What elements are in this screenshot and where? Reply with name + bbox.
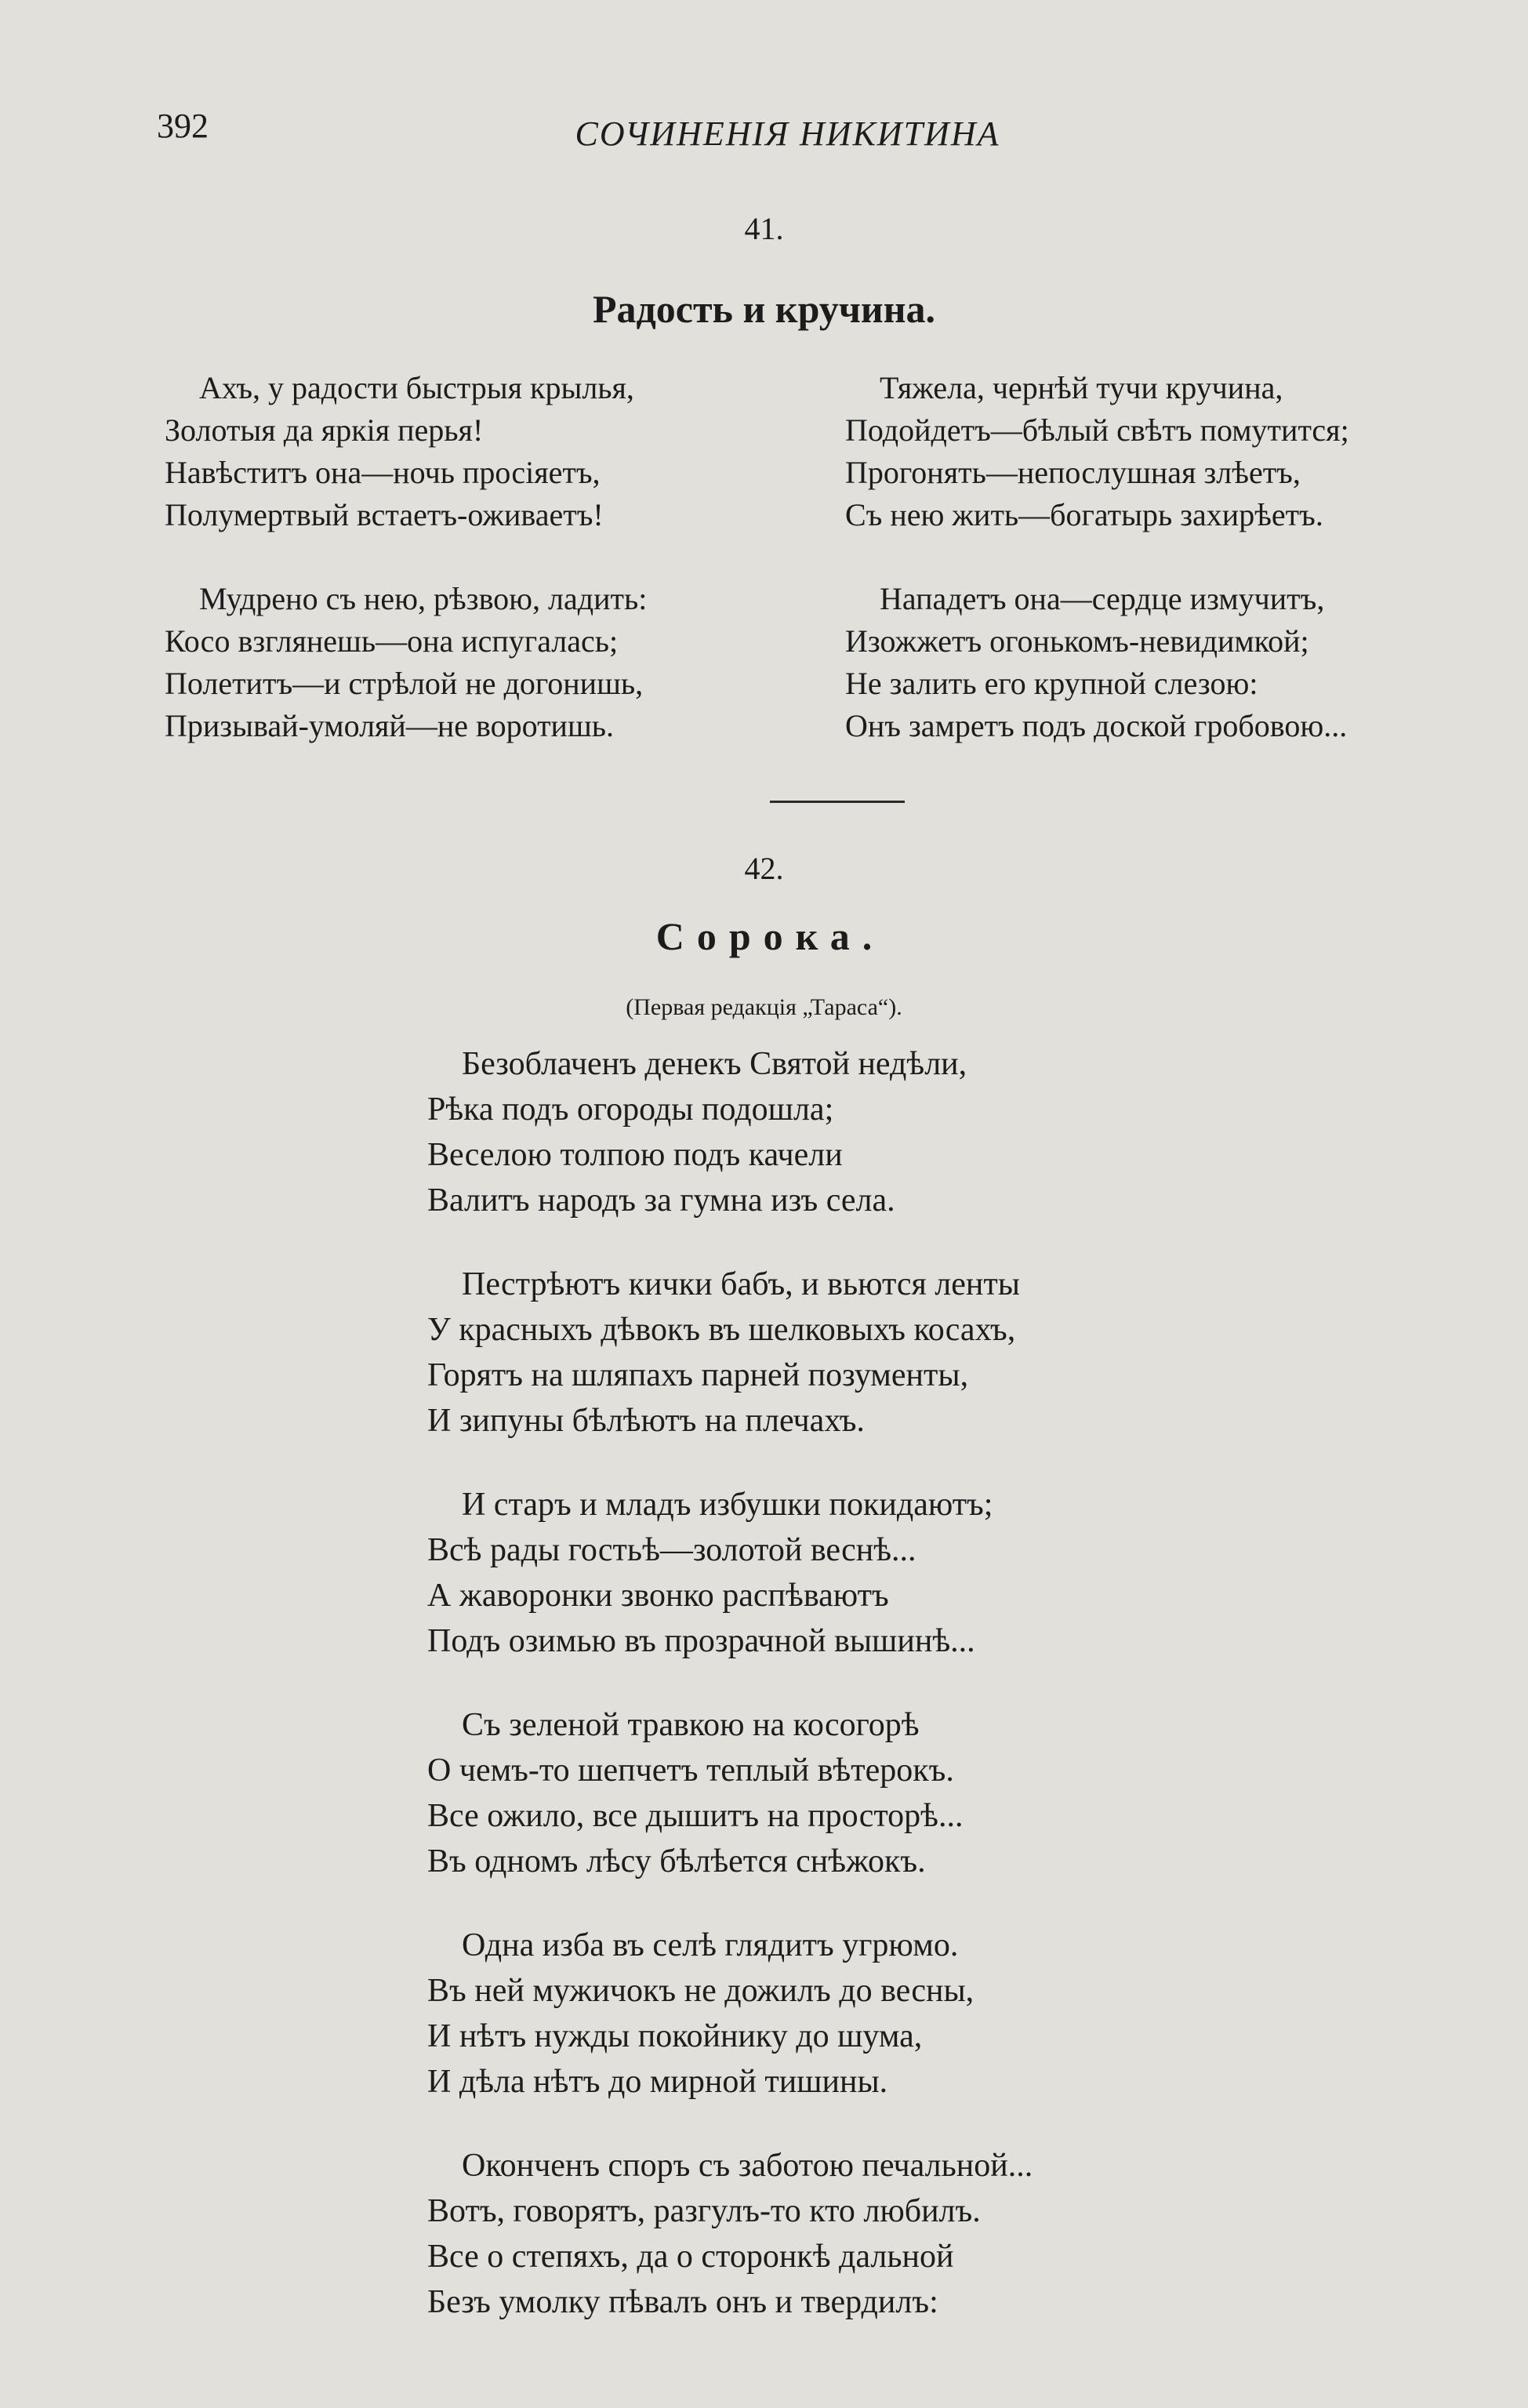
verse-line: Ахъ, у радости быстрыя крылья, — [199, 370, 634, 405]
poem-42-title: Сорока. — [655, 914, 885, 958]
stanza — [427, 2143, 1033, 2325]
stanza — [427, 1041, 1033, 1223]
verse-line: Полумертвый встаетъ-оживаетъ! — [165, 497, 604, 532]
verse-line: Пестрѣютъ кички бабъ, и вьются ленты — [462, 1266, 1020, 1302]
stanza — [845, 367, 1349, 536]
verse-line: А жаворонки звонко распѣваютъ — [427, 1578, 889, 1614]
verse-line: Подойдетъ—бѣлый свѣтъ помутится; — [845, 412, 1349, 448]
verse-line: Навѣститъ она—ночь просіяетъ, — [165, 455, 601, 490]
running-title: СОЧИНЕНIЯ НИКИТИНА — [575, 114, 1000, 153]
verse-line: Въ одномъ лѣсу бѣлѣется снѣжокъ. — [427, 1843, 926, 1880]
verse-line: Безъ умолку пѣвалъ онъ и твердилъ: — [427, 2284, 938, 2320]
verse-line: Съ зеленой травкою на косогорѣ — [462, 1707, 920, 1743]
poem-41-left-column — [165, 367, 647, 747]
verse-line: Въ ней мужичокъ не дожилъ до весны, — [427, 1973, 975, 2009]
section-divider — [770, 801, 905, 803]
verse-line: Валитъ народъ за гумна изъ села. — [427, 1182, 895, 1219]
stanza — [427, 1482, 1033, 1664]
verse-line: Одна изба въ селѣ глядитъ угрюмо. — [462, 1927, 959, 1963]
verse-line: Всѣ рады гостьѣ—золотой веснѣ... — [427, 1532, 916, 1568]
verse-line: Подъ озимью въ прозрачной вышинѣ... — [427, 1623, 975, 1659]
stanza — [845, 578, 1349, 747]
poem-42-body — [427, 1041, 1033, 2363]
poem-42-subtitle: (Первая редакція „Тараса“). — [626, 994, 902, 1020]
verse-line: Рѣка подъ огороды подошла; — [427, 1091, 834, 1128]
stanza — [165, 367, 647, 536]
page-number: 392 — [157, 107, 209, 145]
verse-line: Безоблаченъ денекъ Святой недѣли, — [462, 1046, 967, 1082]
verse-line: О чемъ-то шепчетъ теплый вѣтерокъ. — [427, 1752, 954, 1789]
verse-line: Золотыя да яркія перья! — [165, 412, 484, 448]
poem-42-number: 42. — [744, 851, 784, 886]
verse-line: Изожжетъ огонькомъ-невидимкой; — [845, 623, 1309, 659]
stanza — [427, 1702, 1033, 1884]
verse-line: И зипуны бѣлѣютъ на плечахъ. — [427, 1403, 865, 1439]
page-header — [0, 106, 1528, 169]
verse-line: Оконченъ споръ съ заботою печальной... — [462, 2148, 1033, 2184]
verse-line: Вотъ, говорятъ, разгулъ-то кто любилъ. — [427, 2193, 981, 2229]
stanza — [427, 1923, 1033, 2105]
stanza — [427, 1262, 1033, 1444]
verse-line: Призывай-умоляй—не воротишь. — [165, 708, 615, 743]
verse-line: Съ нею жить—богатырь захирѣетъ. — [845, 497, 1323, 532]
poem-41-number: 41. — [744, 211, 784, 246]
verse-line: Полетитъ—и стрѣлой не догонишь, — [165, 666, 644, 701]
verse-line: И дѣла нѣтъ до мирной тишины. — [427, 2064, 888, 2100]
verse-line: Косо взглянешь—она испугалась; — [165, 623, 619, 659]
verse-line: Тяжела, чернѣй тучи кручина, — [880, 370, 1283, 405]
poem-41-right-column — [845, 367, 1349, 747]
verse-line: И старъ и младъ избушки покидаютъ; — [462, 1487, 993, 1523]
verse-line: Нападетъ она—сердце измучитъ, — [880, 581, 1325, 616]
verse-line: Прогонять—непослушная злѣетъ, — [845, 455, 1301, 490]
verse-line: Все ожило, все дышитъ на просторѣ... — [427, 1798, 964, 1834]
stanza — [165, 578, 647, 747]
verse-line: Горятъ на шляпахъ парней позументы, — [427, 1357, 969, 1393]
verse-line: Веселою толпою подъ качели — [427, 1137, 843, 1173]
verse-line: Не залить его крупной слезою: — [845, 666, 1258, 701]
verse-line: Мудрено съ нею, рѣзвою, ладить: — [199, 581, 648, 616]
verse-line: И нѣтъ нужды покойнику до шума, — [427, 2018, 923, 2054]
poem-41-title: Радость и кручина. — [592, 287, 936, 331]
verse-line: Онъ замретъ подъ доской гробовою... — [845, 708, 1348, 743]
verse-line: У красныхъ дѣвокъ въ шелковыхъ косахъ, — [427, 1312, 1016, 1348]
verse-line: Все о степяхъ, да о сторонкѣ дальной — [427, 2239, 954, 2275]
